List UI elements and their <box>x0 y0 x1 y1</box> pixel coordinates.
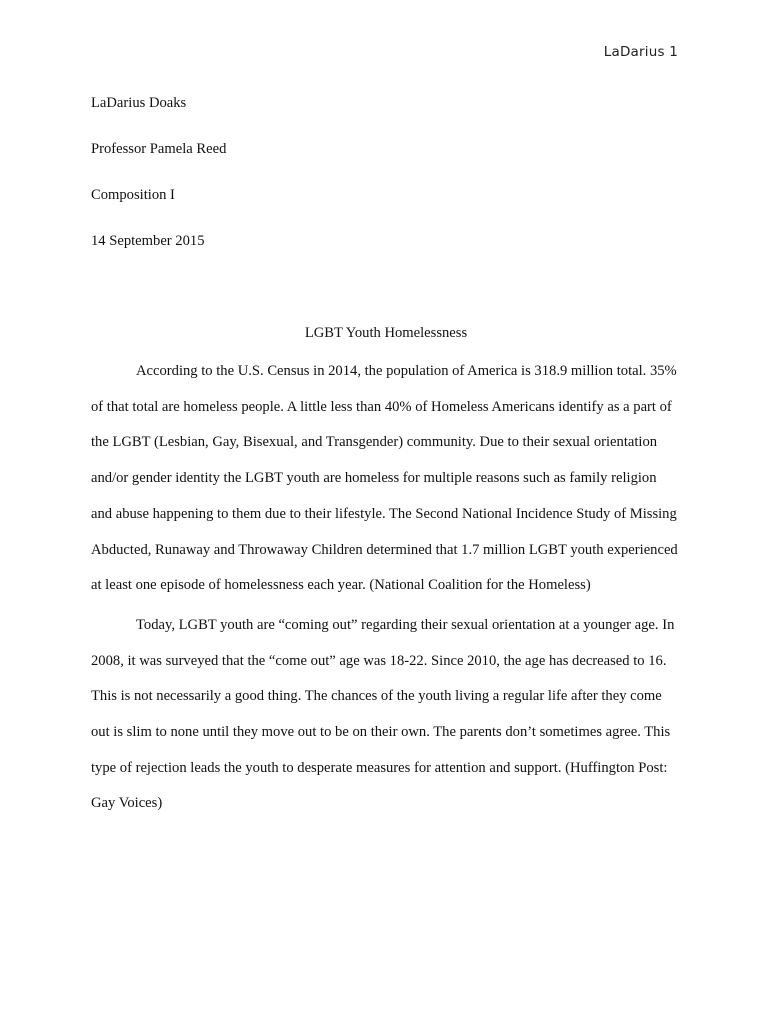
spacer <box>91 272 681 318</box>
running-head: LaDarius 1 <box>603 44 678 60</box>
paragraph-2: Today, LGBT youth are “coming out” regarding their sexual orientation at a younger age. In 2008, it was surveyed that the “come out” age was 18-22. Since 2010, the age has decreased to 16. This is not necessarily a good thing. The chances of the youth living a regular life after they come out is slim to none until they move out to be on their own. The parents don’t sometimes agree. This type of rejection leads the youth to desperate measures for attention and support. (Huffington Post: Gay Voices) <box>91 616 675 812</box>
paragraph-1: According to the U.S. Census in 2014, the population of America is 318.9 million total. 35% of that total are homeless people. A little less than 40% of Homeless Americans identify as a part of the LGBT (Lesbian, Gay, Bisexual, and Transgender) community. Due to their sexual orientation and/or gender identity the LGBT youth are homeless for multiple reasons such as family religion and abuse happening to them due to their lifestyle. The Second National Incidence Study of Missing Abducted, Runaway and Throwaway Children determined that 1.7 million LGBT youth experienced at least one episode of homelessness each year. (National Coalition for the Homeless) <box>91 363 678 594</box>
course-name: Composition I <box>91 187 175 203</box>
author-name: LaDarius Doaks <box>91 95 187 111</box>
document-body <box>91 88 681 822</box>
instructor-name: Professor Pamela Reed <box>91 141 227 157</box>
essay-title: LGBT Youth Homelessness <box>304 325 468 341</box>
essay-date: 14 September 2015 <box>91 233 205 249</box>
